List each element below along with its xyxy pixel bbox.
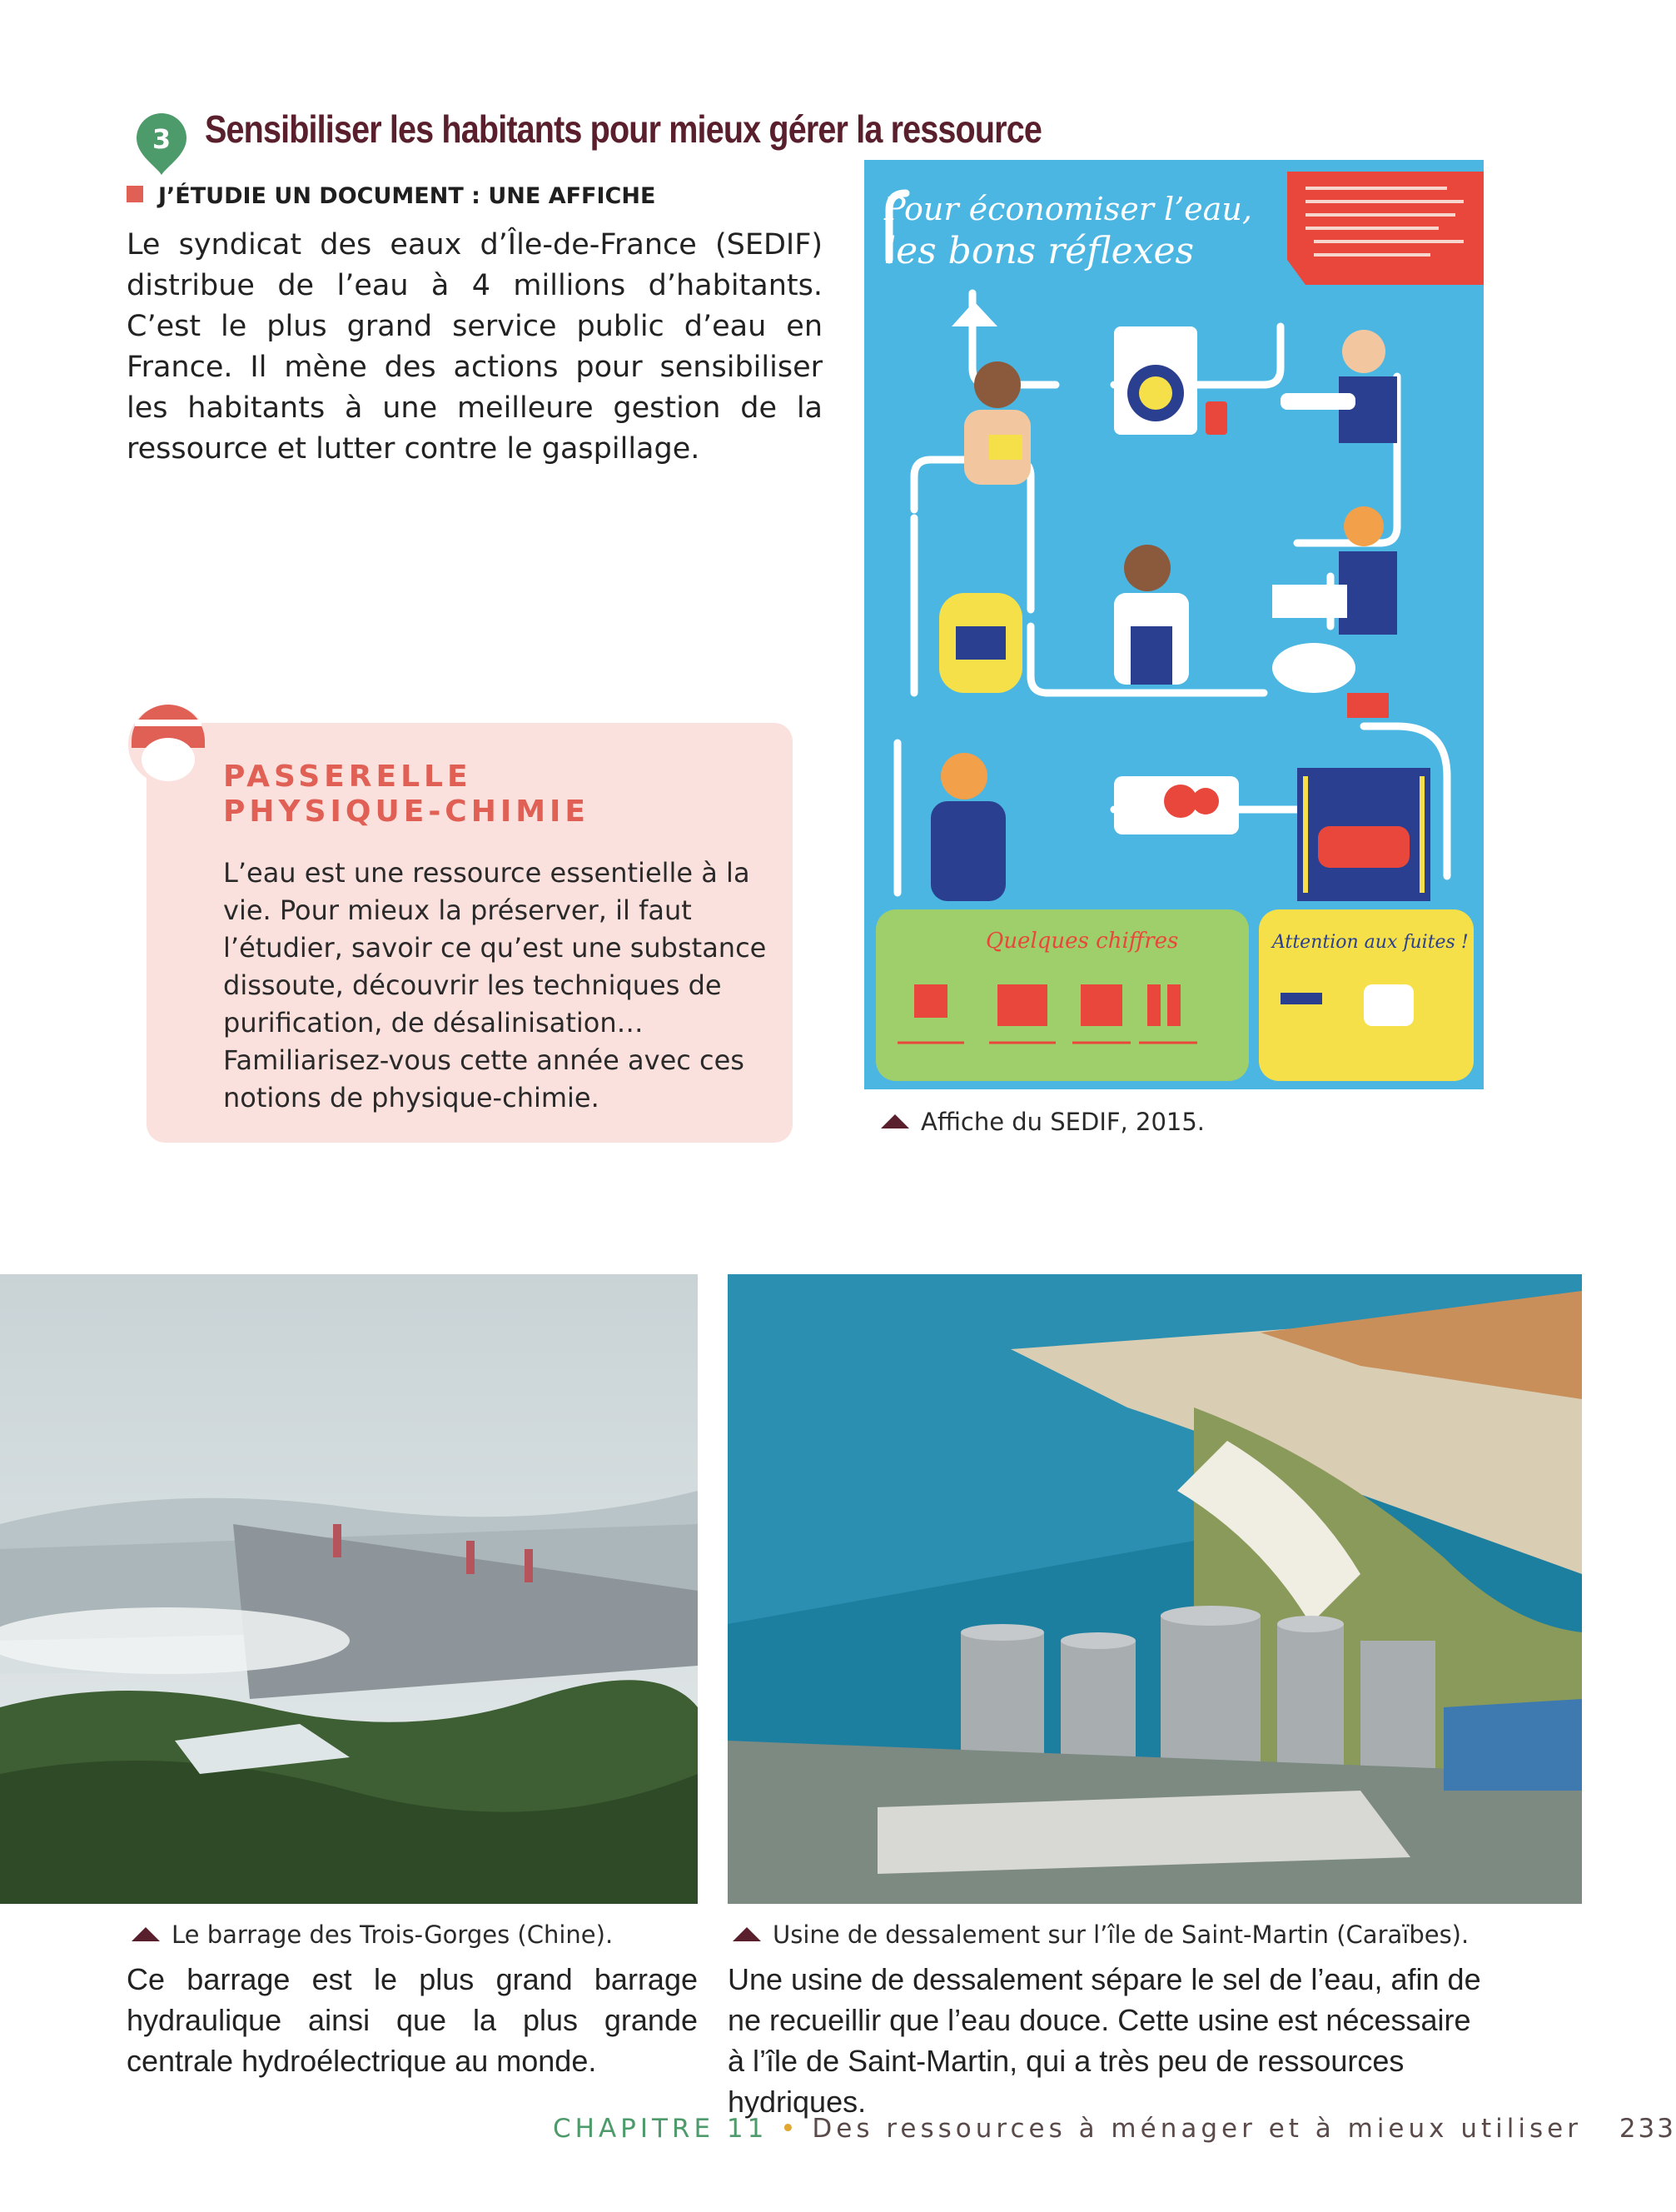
photo-three-gorges-dam bbox=[0, 1274, 698, 1904]
section-title: Sensibiliser les habitants pour mieux gérer la ressource bbox=[205, 107, 1042, 151]
page-number: 233 bbox=[1619, 2114, 1676, 2144]
intro-paragraph: Le syndicat des eaux d’Île-de-France (SEDIF) distribue de l’eau à 4 millions d’habitants. C’est le plus grand service public d’eau en France. Il mène des actions pour sensibiliser les habitants à une meilleure gestion de la ressource et lutter contre le gaspillage. bbox=[127, 228, 823, 466]
plant-photo-image bbox=[728, 1274, 1582, 1904]
dam-caption-text: Le barrage des Trois-Gorges (Chine). bbox=[172, 1921, 614, 1949]
caption-triangle-icon bbox=[733, 1927, 761, 1941]
poster-caption-text: Affiche du SEDIF, 2015. bbox=[921, 1108, 1206, 1136]
plant-caption-text: Usine de dessalement sur l’île de Saint-Martin (Caraïbes). bbox=[773, 1921, 1470, 1949]
passerelle-title-line1: PASSERELLE bbox=[223, 760, 472, 794]
footer-chapter: CHAPITRE 11 bbox=[553, 2114, 768, 2144]
plant-description: Une usine de dessalement sépare le sel de l’eau, afin de ne recueillir que l’eau douce. Cette usine est nécessaire à l’île de Saint-Martin, qui a très peu de ressources hydriques. bbox=[728, 1962, 1481, 2119]
passerelle-title-line2: PHYSIQUE-CHIMIE bbox=[223, 795, 590, 829]
section-number-badge bbox=[132, 108, 191, 177]
footer-chapter-title: Des ressources à ménager et à mieux utiliser bbox=[812, 2114, 1582, 2144]
poster-illustration bbox=[864, 160, 1484, 1089]
footer-separator: • bbox=[780, 2114, 800, 2144]
caption-triangle-icon bbox=[132, 1927, 160, 1941]
photo-desalination-plant bbox=[728, 1274, 1582, 1904]
label-square-marker bbox=[127, 186, 143, 202]
passerelle-text: L’eau est une ressource essentielle à la vie. Pour mieux la préserver, il faut l’étudier, savoir ce qu’est une substance dissoute, découvrir les techniques de purification, de désalinisation… Familiarisez-vous cette année avec ces notions de physique-chimie. bbox=[223, 857, 767, 1113]
document-label bbox=[127, 183, 655, 209]
bridge-icon bbox=[123, 701, 213, 790]
poster-title-line2: les bons réflexes bbox=[884, 230, 1195, 272]
poster-panel-leaks-title: Attention aux fuites ! bbox=[1272, 932, 1469, 953]
poster-title-line1: Pour économiser l’eau, bbox=[884, 191, 1252, 227]
plant-caption bbox=[733, 1921, 1469, 1949]
dam-photo-image bbox=[0, 1274, 698, 1904]
document-label-text: J’ÉTUDIE UN DOCUMENT : UNE AFFICHE bbox=[158, 183, 656, 209]
sedif-poster bbox=[864, 160, 1484, 1089]
poster-panel-figures-title: Quelques chiffres bbox=[986, 929, 1179, 954]
dam-description: Ce barrage est le plus grand barrage hydraulique ainsi que la plus grande centrale hydroélectrique au monde. bbox=[127, 1962, 698, 2078]
dam-caption bbox=[132, 1921, 613, 1949]
poster-caption bbox=[881, 1108, 1205, 1136]
passerelle-title bbox=[223, 760, 589, 830]
caption-triangle-icon bbox=[881, 1114, 909, 1128]
section-number: 3 bbox=[152, 123, 172, 155]
page-footer bbox=[553, 2114, 1676, 2144]
